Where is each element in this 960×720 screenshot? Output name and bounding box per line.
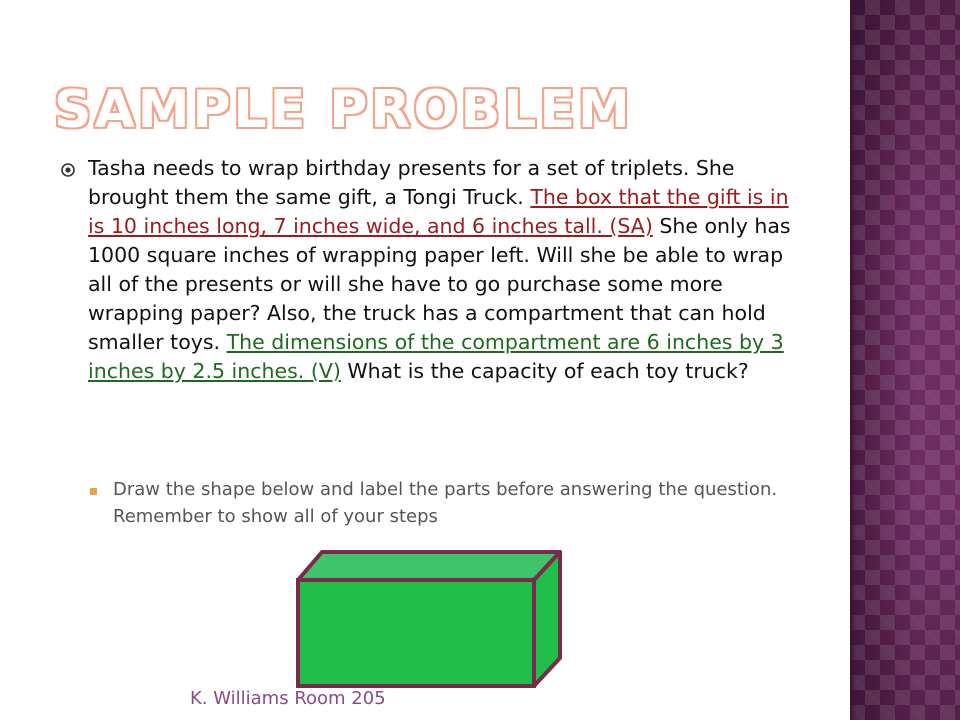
- problem-paragraph: [88, 154, 808, 386]
- side-panel-edge: [850, 0, 856, 720]
- instruction-sub-bullet: Draw the shape below and label the parts before answering the question. Remember to show all of your steps: [113, 479, 778, 527]
- paragraph-part-1: Tasha needs to wrap birthday presents for a set of triplets. She brought them the same gift, a Tongi Truck.: [88, 156, 735, 209]
- slide-title: SAMPLE PROBLEM: [54, 80, 633, 140]
- footer-credit: K. Williams Room 205: [190, 688, 386, 709]
- rectangular-prism-illustration: [290, 548, 562, 690]
- volume-clue: The dimensions of the compartment are 6 inches by 3 inches by 2.5 inches. (V): [88, 330, 784, 383]
- paragraph-part-3: What is the capacity of each toy truck?: [340, 359, 749, 383]
- surface-area-clue: The box that the gift is in is 10 inches long, 7 inches wide, and 6 inches tall. (SA): [88, 185, 789, 238]
- prism-top-face: [298, 552, 560, 580]
- paragraph-part-2: She only has 1000 square inches of wrapping paper left. Will she be able to wrap all of the presents or will she have to go purchase some more wrapping paper? Also, the truck has a compartment that can hold smaller toys.: [88, 214, 791, 354]
- prism-front-face: [298, 580, 534, 686]
- circled-dot-icon: [60, 162, 76, 178]
- square-bullet-icon: [90, 488, 97, 495]
- decorative-side-panel: [850, 0, 960, 720]
